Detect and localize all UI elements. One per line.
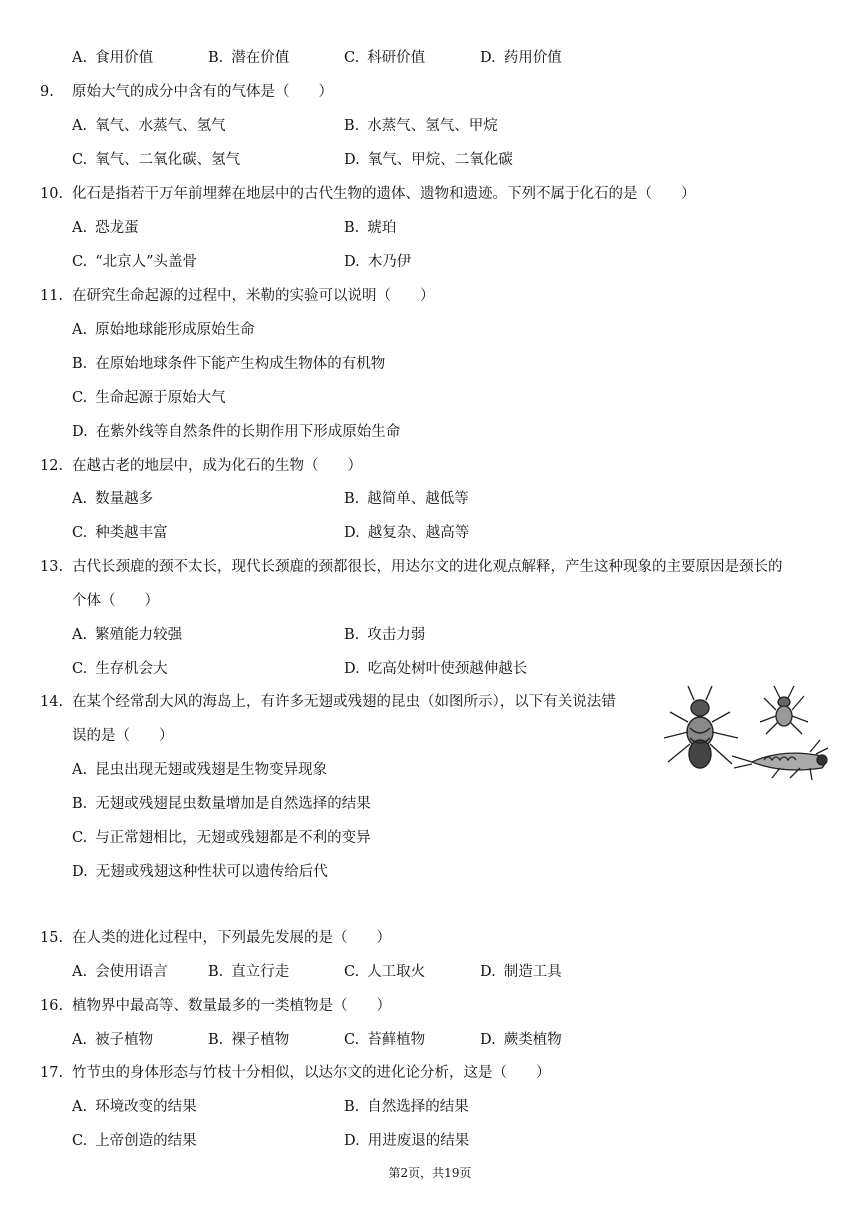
q9-option-b: B. 水蒸气、氢气、甲烷 [344,118,498,134]
q13-option-c: C. 生存机会大 [72,661,168,677]
q8-option-a: A. 食用价值 [72,50,154,66]
q13-option-a: A. 繁殖能力较强 [72,627,183,643]
q12-option-c: C. 种类越丰富 [72,525,168,541]
q17-option-d: D. 用进废退的结果 [344,1133,470,1149]
q12-option-b: B. 越简单、越低等 [344,491,469,507]
wingless-fly-drawing [664,686,738,768]
q16-option-b: B. 裸子植物 [208,1032,290,1048]
q15-option-a: A. 会使用语言 [72,964,168,980]
q17-option-c: C. 上帝创造的结果 [72,1133,197,1149]
q9-option-d: D. 氧气、甲烷、二氧化碳 [344,152,513,168]
q15-option-c: C. 人工取火 [344,964,426,980]
q13-option-d: D. 吃高处树叶使颈越伸越长 [344,661,528,677]
q16-option-c: C. 苔藓植物 [344,1032,426,1048]
short-winged-insect-drawing [732,740,828,780]
q10-option-d: D. 木乃伊 [344,254,412,270]
q9-option-c: C. 氧气、二氧化碳、氢气 [72,152,241,168]
q17-option-a: A. 环境改变的结果 [72,1099,197,1115]
q9-option-a: A. 氧气、水蒸气、氢气 [72,118,226,134]
q8-option-b: B. 潜在价值 [208,50,290,66]
q8-option-c: C. 科研价值 [344,50,426,66]
q8-option-d: D. 药用价值 [480,50,562,66]
q16-option-a: A. 被子植物 [72,1032,154,1048]
q16-option-d: D. 蕨类植物 [480,1032,562,1048]
q12-option-a: A. 数量越多 [72,491,154,507]
page-footer: 第2页，共19页 [388,1166,472,1180]
q10-option-c: C. “北京人”头盖骨 [72,254,198,270]
q13-option-b: B. 攻击力弱 [344,627,426,643]
q17-option-b: B. 自然选择的结果 [344,1099,469,1115]
q15-option-b: B. 直立行走 [208,964,290,980]
small-wingless-insect-drawing [760,686,808,734]
q15-option-d: D. 制造工具 [480,964,562,980]
q10-option-a: A. 恐龙蛋 [72,220,139,236]
q12-option-d: D. 越复杂、越高等 [344,525,470,541]
insect-illustration [660,682,830,782]
q10-option-b: B. 琥珀 [344,220,397,236]
